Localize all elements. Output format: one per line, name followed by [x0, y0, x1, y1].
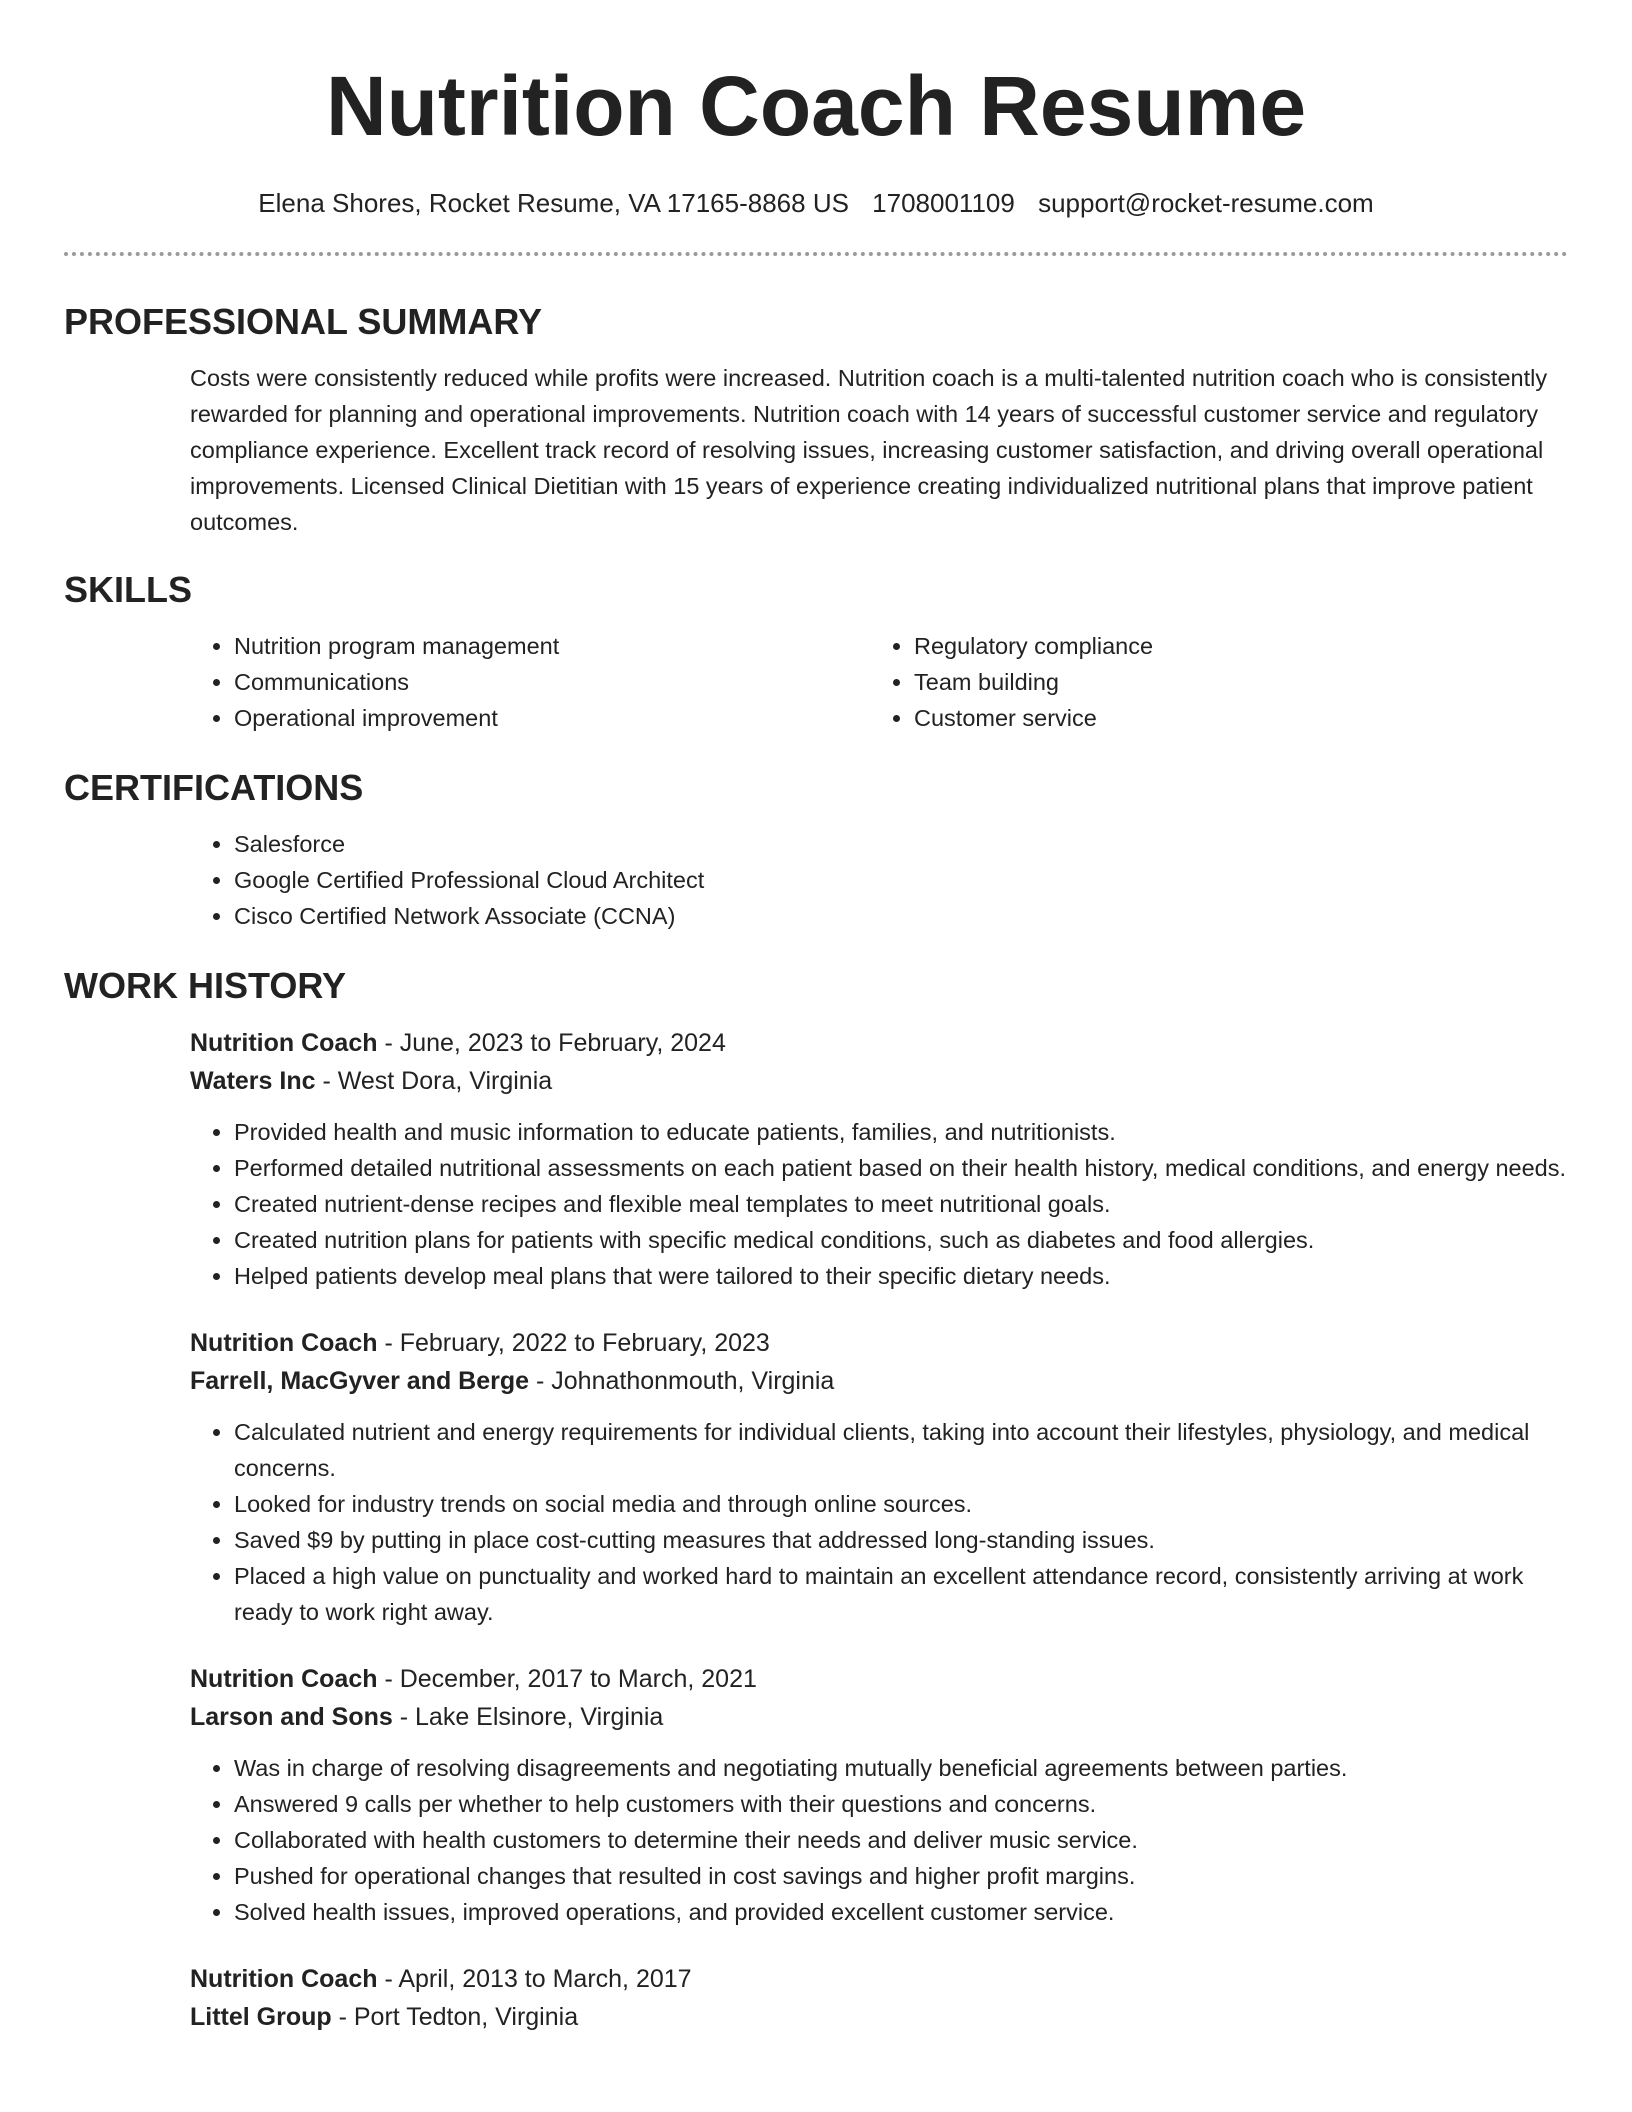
job-title: Nutrition Coach [190, 1665, 378, 1693]
job-company: Waters Inc [190, 1067, 316, 1095]
job-bullet: • Answered 9 calls per whether to help customers with their questions and concerns. [234, 1786, 1568, 1822]
certification-item: • Cisco Certified Network Associate (CCNA) [234, 898, 1568, 934]
job-title: Nutrition Coach [190, 1965, 378, 1993]
job-location: - Port Tedton, Virginia [331, 2003, 579, 2031]
job-bullet: • Was in charge of resolving disagreements and negotiating mutually beneficial agreements between parties. [234, 1750, 1568, 1786]
skill-item: • Nutrition program management [234, 628, 870, 664]
page-title: Nutrition Coach Resume [325, 59, 1307, 153]
job-title: Nutrition Coach [190, 1329, 378, 1357]
certifications-section [64, 766, 1568, 934]
job-title: Nutrition Coach [190, 1029, 378, 1057]
skill-item: • Team building [914, 664, 1550, 700]
contact-address: Elena Shores, Rocket Resume, VA 17165-8868 US [258, 188, 849, 218]
job-bullet: • Pushed for operational changes that resulted in cost savings and higher profit margins. [234, 1858, 1568, 1894]
job-bullet: • Looked for industry trends on social media and through online sources. [234, 1486, 1568, 1522]
job-bullet: • Placed a high value on punctuality and worked hard to maintain an excellent attendance record, consistently arriving at work ready to work right away. [234, 1558, 1568, 1630]
job-title-line [190, 1024, 1568, 1062]
skill-item: • Communications [234, 664, 870, 700]
job-bullet: • Saved $9 by putting in place cost-cutting measures that addressed long-standing issues. [234, 1522, 1568, 1558]
job-bullet: • Created nutrition plans for patients with specific medical conditions, such as diabetes and food allergies. [234, 1222, 1568, 1258]
skill-item: • Customer service [914, 700, 1550, 736]
job-bullet: • Collaborated with health customers to determine their needs and deliver music service. [234, 1822, 1568, 1858]
skills-left-column [190, 628, 870, 736]
job-company: Farrell, MacGyver and Berge [190, 1367, 530, 1395]
certification-item: • Salesforce [234, 826, 1568, 862]
skills-right-column [870, 628, 1550, 736]
skills-section [64, 568, 1568, 736]
skill-item: • Operational improvement [234, 700, 870, 736]
skill-item: • Regulatory compliance [914, 628, 1550, 664]
job-bullet: • Calculated nutrient and energy requirements for individual clients, taking into account their lifestyles, physiology, and medical concerns. [234, 1414, 1568, 1486]
job-location: - Johnathonmouth, Virginia [529, 1367, 835, 1395]
summary-text: Costs were consistently reduced while profits were increased. Nutrition coach is a multi-talented nutrition coach who is consistently rewarded for planning and operational improvements. Nutrition coach with 14 years of successful customer service and regulatory compliance experience. Excellent track record of resolving issues, increasing customer satisfaction, and driving overall operational improvements. Licensed Clinical Dietitian with 15 years of experience creating individualized nutritional plans that improve patient outcomes. [190, 365, 1548, 535]
job-company: Littel Group [190, 2003, 332, 2031]
skills-heading: SKILLS [64, 569, 193, 610]
certification-item: • Google Certified Professional Cloud Architect [234, 862, 1568, 898]
job-title-line [190, 1960, 1568, 1998]
job-dates: - June, 2023 to February, 2024 [377, 1029, 726, 1057]
job-company-line [190, 1698, 1568, 1736]
job-company-line [190, 1998, 1568, 2036]
job-bullet: • Helped patients develop meal plans that were tailored to their specific dietary needs. [234, 1258, 1568, 1294]
job-dates: - December, 2017 to March, 2021 [377, 1665, 757, 1693]
work-history-heading: WORK HISTORY [64, 965, 347, 1006]
job-entry [190, 1324, 1568, 1630]
job-location: - West Dora, Virginia [315, 1067, 553, 1095]
job-dates: - April, 2013 to March, 2017 [377, 1965, 692, 1993]
job-title-line [190, 1660, 1568, 1698]
job-location: - Lake Elsinore, Virginia [392, 1703, 664, 1731]
job-title-line [190, 1324, 1568, 1362]
contact-line [64, 186, 1568, 220]
summary-section [64, 300, 1568, 540]
contact-email: support@rocket-resume.com [1038, 188, 1374, 218]
work-history-section [64, 964, 1568, 2036]
job-bullet: • Performed detailed nutritional assessments on each patient based on their health history, medical conditions, and energy needs. [234, 1150, 1568, 1186]
job-entry [190, 1024, 1568, 1294]
job-bullet: • Created nutrient-dense recipes and flexible meal templates to meet nutritional goals. [234, 1186, 1568, 1222]
certifications-heading: CERTIFICATIONS [64, 767, 364, 808]
job-entry [190, 1960, 1568, 2036]
contact-phone: 1708001109 [872, 188, 1015, 218]
job-company: Larson and Sons [190, 1703, 393, 1731]
header-divider [64, 252, 1568, 256]
job-entry [190, 1660, 1568, 1930]
summary-heading: PROFESSIONAL SUMMARY [64, 301, 543, 342]
job-company-line [190, 1062, 1568, 1100]
job-bullet: • Provided health and music information to educate patients, families, and nutritionists. [234, 1114, 1568, 1150]
job-bullet: • Solved health issues, improved operations, and provided excellent customer service. [234, 1894, 1568, 1930]
job-company-line [190, 1362, 1568, 1400]
job-dates: - February, 2022 to February, 2023 [377, 1329, 770, 1357]
